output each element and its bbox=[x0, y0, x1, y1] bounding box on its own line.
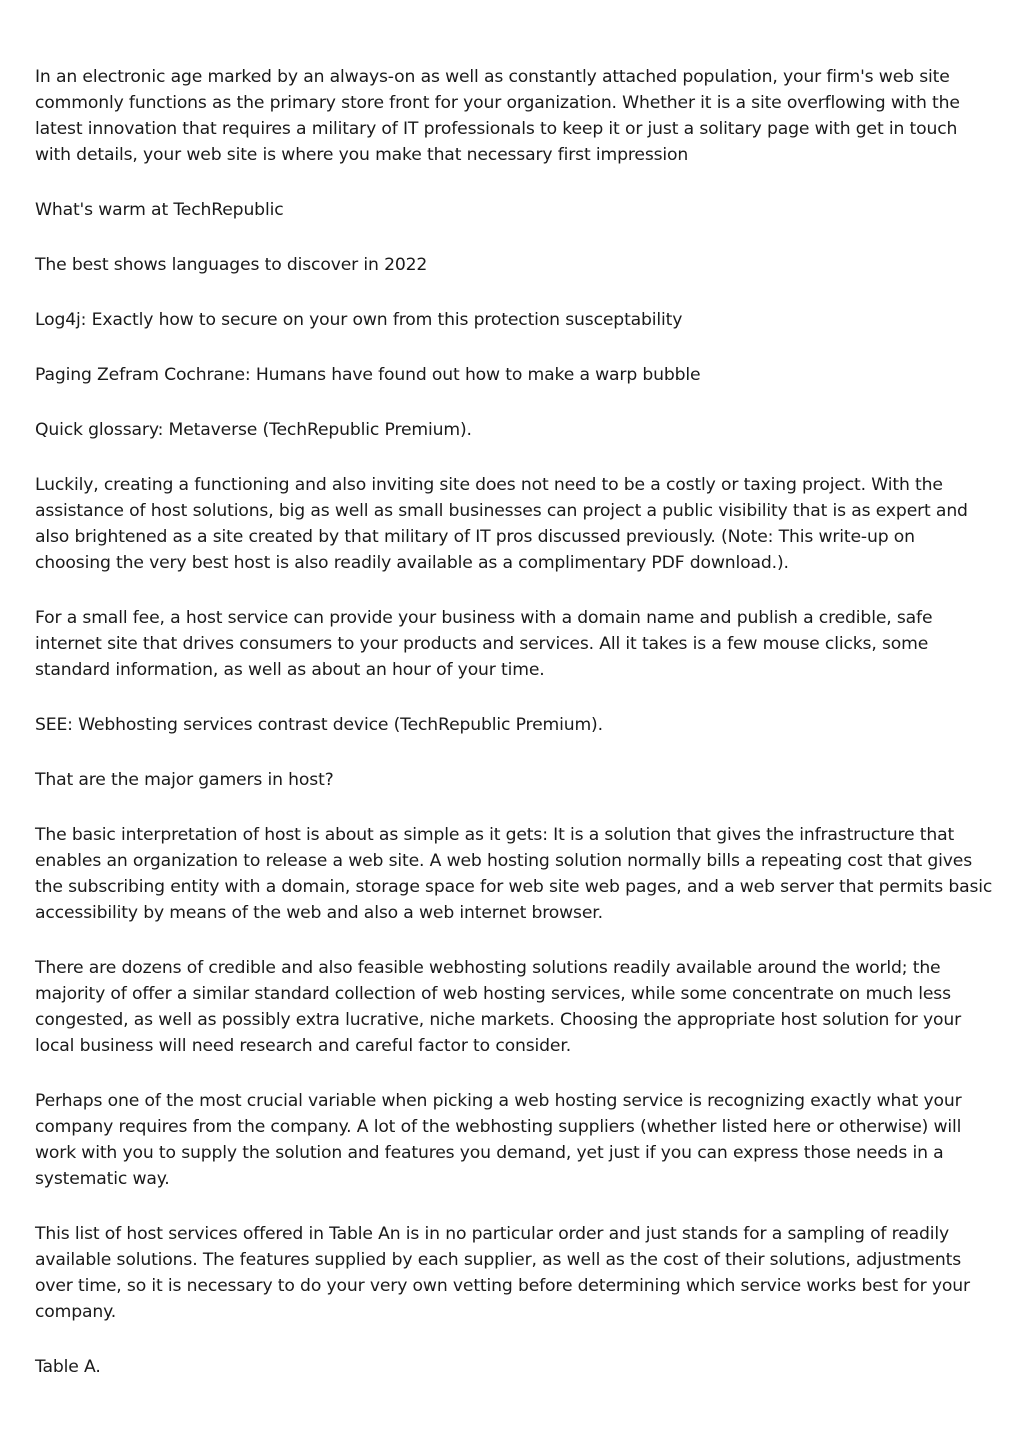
paragraph-table-a: Table A. bbox=[35, 1357, 101, 1377]
paragraph-whats-warm: What's warm at TechRepublic bbox=[35, 200, 284, 220]
paragraph-dozens: There are dozens of credible and also feasible webhosting solutions readily available around the world; the majority of offer a similar standard collection of web hosting services, while some concentrate on much less congested, as well as possibly extra lucrative, niche markets. Choosing the appropriate host solution for your local business will need research and careful factor to consider. bbox=[35, 958, 962, 1056]
paragraph-warp-bubble: Paging Zefram Cochrane: Humans have found out how to make a warp bubble bbox=[35, 365, 701, 385]
paragraph-best-languages: The best shows languages to discover in 2022 bbox=[35, 255, 428, 275]
paragraph-list-of-services: This list of host services offered in Table An is in no particular order and just stands for a sampling of readily available solutions. The features supplied by each supplier, as well as the cost of their solutions, adjustments over time, so it is necessary to do your very own vetting before determining which service works best for your company. bbox=[35, 1224, 970, 1322]
paragraph-see-webhosting: SEE: Webhosting services contrast device (TechRepublic Premium). bbox=[35, 715, 603, 735]
document-body bbox=[35, 64, 995, 1409]
paragraph-metaverse-glossary: Quick glossary: Metaverse (TechRepublic Premium). bbox=[35, 420, 472, 440]
paragraph-major-gamers: That are the major gamers in host? bbox=[35, 770, 334, 790]
paragraph-small-fee: For a small fee, a host service can provide your business with a domain name and publish a credible, safe internet site that drives consumers to your products and services. All it takes is a few mouse clicks, some standard information, as well as about an hour of your time. bbox=[35, 608, 933, 680]
paragraph-log4j: Log4j: Exactly how to secure on your own from this protection susceptability bbox=[35, 310, 683, 330]
paragraph-basic-interpretation: The basic interpretation of host is about as simple as it gets: It is a solution that gives the infrastructure that enables an organization to release a web site. A web hosting solution normally bills a repeating cost that gives the subscribing entity with a domain, storage space for web site web pages, and a web server that permits basic accessibility by means of the web and also a web internet browser. bbox=[35, 825, 993, 923]
paragraph-crucial-variable: Perhaps one of the most crucial variable when picking a web hosting service is recognizing exactly what your company requires from the company. A lot of the webhosting suppliers (whether listed here or otherwise) will work with you to supply the solution and features you demand, yet just if you can express those needs in a systematic way. bbox=[35, 1091, 962, 1189]
paragraph-intro: In an electronic age marked by an always-on as well as constantly attached population, your firm's web site commonly functions as the primary store front for your organization. Whether it is a site overflowing with the latest innovation that requires a military of IT professionals to keep it or just a solitary page with get in touch with details, your web site is where you make that necessary first impression bbox=[35, 67, 960, 165]
paragraph-luckily: Luckily, creating a functioning and also inviting site does not need to be a costly or taxing project. With the assistance of host solutions, big as well as small businesses can project a public visibility that is as expert and also brightened as a site created by that military of IT pros discussed previously. (Note: This write-up on choosing the very best host is also readily available as a complimentary PDF download.). bbox=[35, 475, 968, 573]
